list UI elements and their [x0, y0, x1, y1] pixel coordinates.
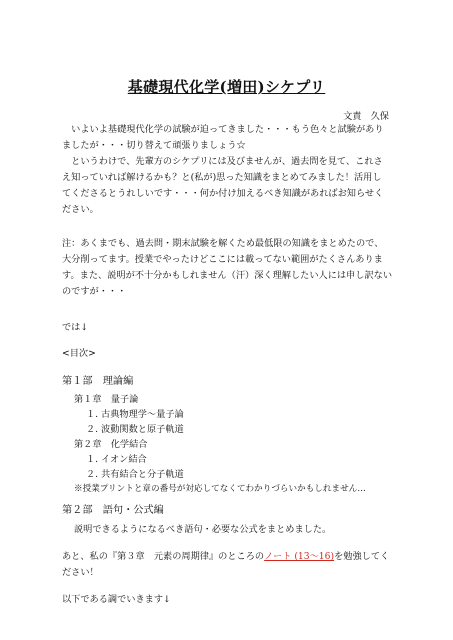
toc-footnote: ※授業プリントと章の番号が対応してなくてわかりづらいかもしれません… — [74, 484, 366, 494]
toc-item: ２. 共有結合と分子軌道 — [86, 469, 184, 480]
intro-line: いよいよ基礎現代化学の試験が迫ってきました・・・もう色々と試験があり — [62, 124, 384, 135]
note-line: 注：あくまでも、過去問・期末試験を解くため最低限の知識をまとめたので、 — [62, 238, 384, 249]
notes-link[interactable]: ノート (13～16) — [264, 551, 335, 562]
toc-item: ２. 波動関数と原子軌道 — [86, 424, 184, 435]
closing-line-2: ださい！ — [62, 567, 99, 578]
final-line: 以下である調でいきます↓ — [62, 594, 171, 605]
closing-text: あと、私の『第３章 元素の周期律』のところの — [62, 551, 265, 562]
note-line: す。また、説明が不十分かもしれません（汗）深く理解したい人には申し訳ない — [62, 270, 393, 281]
note-line: のですが・・・ — [62, 286, 127, 297]
intro-line: え知っていれば解けるかも？と(私が)思った知識をまとめてみました！活用し — [62, 172, 382, 183]
closing-text-end: を勉強してく — [334, 551, 390, 562]
intro-line: ましたが・・・切り替えて頑張りましょう☆ — [62, 140, 246, 151]
note-line: 大分削ってます。授業でやったけどここには載ってない範囲がたくさんありま — [62, 254, 383, 265]
part2-description: 説明できるようになるべき語句・必要な公式をまとめました。 — [74, 524, 332, 535]
toc-item: １. 古典物理学～量子論 — [86, 409, 184, 420]
lead-in-text: では↓ — [62, 322, 89, 333]
intro-line: てくださるとうれしいです・・・何か付け加えるべき知識があればお知らせく — [62, 188, 384, 199]
part1-heading: 第１部 理論編 — [62, 376, 134, 387]
closing-line — [62, 551, 389, 562]
toc-chapter: 第２章 化学結合 — [74, 439, 148, 450]
intro-line: ださい。 — [62, 204, 99, 215]
part2-heading: 第２部 語句・公式編 — [62, 505, 164, 516]
intro-line: というわけで、先輩方のシケプリには及びませんが、過去問を見て、これさ — [62, 156, 383, 167]
toc-chapter: 第１章 量子論 — [74, 394, 139, 405]
toc-item: １. イオン結合 — [86, 454, 147, 465]
toc-label: <目次> — [62, 348, 96, 359]
page-title: 基礎現代化学(増田)シケプリ — [127, 78, 326, 96]
author-line: 文責 久保 — [343, 111, 389, 122]
